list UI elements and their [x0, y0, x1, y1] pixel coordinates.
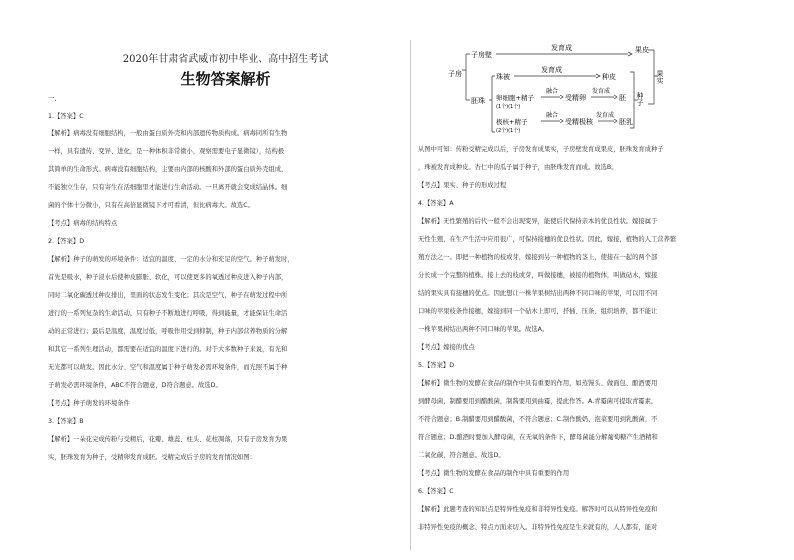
- column-divider: [410, 40, 411, 550]
- diagram-develop-label: 发育成: [592, 88, 611, 95]
- text-line: 非特异性免疫的概念、特点方面来切入。非特异性免疫是生来就有的，人人都有，能对: [418, 524, 658, 531]
- answer-line: 6.【答案】C: [418, 488, 454, 495]
- diagram-pericarp: 果皮: [635, 46, 649, 54]
- exam-title: 2020年甘肃省武威市初中毕业、高中招生考试: [122, 54, 329, 65]
- diagram-count: (2个)(1个): [496, 128, 521, 134]
- text-line: 和其它一系列生理活动，都需要在适宜的温度下进行的。对于大多数种子来说，有光和: [48, 346, 288, 353]
- text-line: 实，胚珠发育为种子，受精卵发育成胚。受精完成后子房的发育情况如图：: [48, 454, 256, 461]
- diagram-develop-label: 发育成: [551, 44, 572, 52]
- point-line: 【考点】果实、种子的形成过程: [418, 182, 507, 189]
- text-line: 子萌发必需环境条件，ABC不符合题意，D符合题意。故选D。: [48, 382, 222, 389]
- text-line: 【解析】微生物的发酵在食品的制作中具有重要的作用，如蒸馒头、做面包、酿酒要用: [418, 380, 658, 387]
- diagram-embryo: 胚: [619, 94, 626, 102]
- text-line: 一株苹果树结出两种不同口味的苹果。故选A。: [418, 326, 549, 333]
- diagram-seed-coat: 种皮: [602, 73, 616, 81]
- text-line: 【解析】此题考查的知识点是特异性免疫和非特异性免疫。解答时可以从特异性免疫和: [418, 506, 658, 513]
- answer-line: 4.【答案】A: [418, 200, 454, 207]
- answer-line: 1.【答案】C: [48, 113, 84, 120]
- diagram-endosperm: 胚乳: [619, 118, 633, 126]
- point-line: 【考点】微生物的发酵在食品的制作中具有重要的作用: [418, 470, 570, 477]
- answer-line: 5.【答案】D: [418, 362, 455, 369]
- diagram-ovary: 子房: [448, 70, 462, 78]
- diagram-zygote: 受精卵: [565, 94, 586, 102]
- answer-title: 生物答案解析: [180, 70, 271, 88]
- text-line: 【解析】无性繁殖的后代一般不会出现变异，能使后代保持亲本的优良性状。嫁接属于: [418, 218, 658, 225]
- text-line: 结的果实具有接穗的优点。因此想让一株苹果树结出两种不同口味的苹果，可以用不同: [418, 290, 658, 297]
- text-line: 殖方法之一。即把一种植物的枝或芽，嫁接到另一种植物的茎上，使接在一起的两个部: [418, 254, 658, 261]
- section-heading: 一、: [48, 95, 61, 102]
- text-line: 二氧化碳，符合题意。故选D。: [418, 452, 505, 459]
- diagram-seed: 种子: [636, 92, 644, 106]
- point-line: 【考点】病毒的结构特点: [48, 220, 118, 227]
- diagram-ovule: 胚珠: [471, 97, 485, 105]
- text-line: 口味的苹果枝条作接穗，嫁接到同一个砧木上即可，扦插、压条、组织培养，都不能让: [418, 308, 658, 315]
- text-line: 从图中可知：传粉受精完成以后，子房发育成果实，子房壁发育成果皮，胚珠发育成种子: [418, 146, 664, 153]
- text-line: 菌的个体十分微小，只有在高倍显微镜下才可看清，但比病毒大。故选C。: [48, 202, 254, 209]
- diagram-fusion-label: 融合: [546, 112, 559, 119]
- text-line: 不符合题意；B.制醋要用到醋酸菌，不符合题意；C.制作酸奶、泡菜要用到乳酸菌，不: [418, 416, 658, 423]
- diagram-fertilized-polar: 受精极核: [565, 118, 593, 126]
- text-line: 其简单的生命形式。病毒没有细胞结构，主要由内部的核酸和外部的蛋白质外壳组成，: [48, 166, 288, 173]
- text-line: 首先是吸水，种子浸水后使种皮膨胀、软化，可以使更多的氧透过种皮进入种子内部，: [48, 274, 288, 281]
- text-line: 一样，具有遗传、变异、进化，是一种体积非常微小，观察需要电子显微镜），结构极: [48, 148, 285, 155]
- answer-line: 3.【答案】B: [48, 418, 84, 425]
- point-line: 【考点】嫁接的优点: [418, 344, 475, 351]
- diagram-polar-sperm: 极核+精子: [496, 118, 528, 126]
- text-line: ，珠被发育成种皮。杏仁中的瓜子属于种子，由胚珠发育而成。故选B。: [418, 164, 618, 171]
- text-line: 不能独立生存，只有寄生在活细胞里才能进行生命活动。一旦离开就会变成结晶体。细: [48, 184, 288, 191]
- diagram-egg-sperm: 卵细胞+精子: [496, 94, 534, 102]
- diagram-fruit: 果实: [656, 70, 664, 84]
- diagram-fusion-label: 融合: [546, 88, 559, 95]
- text-line: 进行的一系列复杂的生命活动，只有种子不断地进行呼吸，得到能量，才能保证生命活: [48, 310, 288, 317]
- diagram-integument: 珠被: [496, 73, 510, 81]
- text-line: 同时二氧化碳透过种皮排出，里面的状态发生变化；其次是空气，种子在萌发过程中所: [48, 292, 288, 299]
- text-line: 【解析】一朵花完成传粉与受精后，花瓣、雄蕊、柱头、花柱凋落，只有子房发育为果: [48, 436, 288, 443]
- point-line: 【考点】种子萌发的环境条件: [48, 400, 130, 407]
- text-line: 符合题意；D.酿酒时要加入酵母菌，在无氧的条件下，酵母菌能分解葡萄糖产生酒精和: [418, 434, 658, 441]
- ovary-development-diagram: [446, 42, 706, 138]
- text-line: 【解析】病毒没有细胞结构，一般由蛋白质外壳和内部遗传物质构成。病毒同所有生物: [48, 130, 288, 137]
- text-line: 动的正常进行；最后是温度，温度过低，呼吸作用受到抑制，种子内部营养物质的分解: [48, 328, 288, 335]
- diagram-develop-label: 发育成: [541, 66, 562, 74]
- answer-line: 2.【答案】D: [48, 238, 85, 245]
- text-line: 分长成一个完整的植株。接上去的枝或芽，叫做接穗，被接的植物体，叫做砧木，嫁接: [418, 272, 658, 279]
- text-line: 【解析】种子的萌发的环境条件：适宜的温度、一定的水分和充足的空气。种子萌发时，: [48, 256, 294, 263]
- diagram-develop-label: 发育成: [596, 112, 615, 119]
- diagram-ovary-wall: 子房壁: [471, 51, 492, 59]
- text-line: 到酵母菌，制醋要用到醋酸菌，制酱要用到曲霉，提此作答。A.青霉菌可提取青霉素，: [418, 398, 658, 405]
- text-line: 无性生殖，在生产生活中应用很广，可保持接穗的优良性状。因此，嫁接，植物的人工营养繁: [418, 236, 677, 243]
- text-line: 无光都可以萌发。因此水分、空气和温度属于种子萌发必需环境条件，而光照不属于种: [48, 364, 288, 371]
- diagram-count: (1个)(1个): [496, 104, 521, 110]
